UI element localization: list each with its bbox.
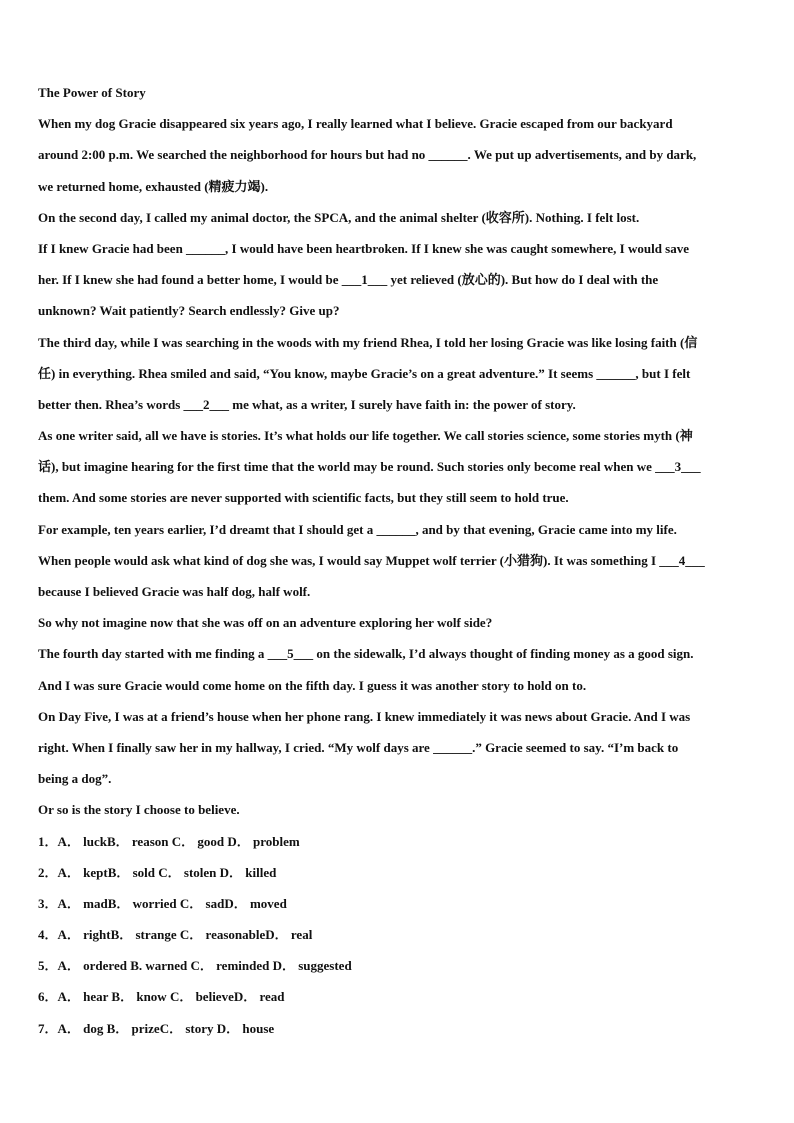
- document-body: [38, 77, 758, 1044]
- passage-line: So why not imagine now that she was off on an adventure exploring her wolf side?: [38, 615, 493, 631]
- passage-line: On the second day, I called my animal doctor, the SPCA, and the animal shelter (收容所). Nothing. I felt lost.: [38, 209, 640, 225]
- passage-line: If I knew Gracie had been ______, I would have been heartbroken. If I knew she was caught somewhere, I would save: [38, 240, 690, 256]
- document-title: The Power of Story: [38, 85, 146, 100]
- question-item: 6．A． hear B． know C． believeD． read: [38, 989, 285, 1005]
- passage-line: The fourth day started with me finding a ___5___ on the sidewalk, I’d always thought of finding money as a good sign.: [38, 646, 694, 662]
- passage-line: The third day, while I was searching in the woods with my friend Rhea, I told her losing Gracie was like losing faith (信: [38, 334, 698, 350]
- passage: [38, 108, 758, 825]
- question-item: 5．A． ordered B. warned C． reminded D． suggested: [38, 958, 352, 974]
- passage-line: we returned home, exhausted (精疲力竭).: [38, 178, 269, 194]
- question-item: 4．A． rightB． strange C． reasonableD． real: [38, 927, 313, 943]
- question-list: [38, 826, 758, 1044]
- passage-line: because I believed Gracie was half dog, half wolf.: [38, 584, 311, 599]
- passage-line: As one writer said, all we have is stories. It’s what holds our life together. We call stories science, some stories myth (神: [38, 428, 693, 444]
- passage-line: For example, ten years earlier, I’d dreamt that I should get a ______, and by that evening, Gracie came into my life.: [38, 521, 677, 537]
- passage-line: Or so is the story I choose to believe.: [38, 802, 240, 818]
- passage-line: around 2:00 p.m. We searched the neighborhood for hours but had no ______. We put up advertisements, and by dark,: [38, 147, 697, 163]
- passage-line: On Day Five, I was at a friend’s house when her phone rang. I knew immediately it was news about Gracie. And I was: [38, 708, 691, 724]
- question-item: 7．A． dog B． prizeC． story D． house: [38, 1020, 275, 1036]
- question-item: 2．A． keptB． sold C． stolen D． killed: [38, 864, 277, 880]
- passage-line: When my dog Gracie disappeared six years ago, I really learned what I believe. Gracie escaped from our backyard: [38, 116, 673, 132]
- passage-line: being a dog”.: [38, 771, 112, 787]
- question-item: 1．A． luckB． reason C． good D． problem: [38, 833, 300, 849]
- question-item: 3．A． madB． worried C． sadD． moved: [38, 895, 287, 911]
- passage-line: 任) in everything. Rhea smiled and said, “You know, maybe Gracie’s on a great adventure.” It seems ______, but I felt: [38, 365, 691, 381]
- passage-line: them. And some stories are never supported with scientific facts, but they still seem to hold true.: [38, 490, 569, 506]
- passage-line: better then. Rhea’s words ___2___ me what, as a writer, I surely have faith in: the power of story.: [38, 396, 576, 412]
- passage-line: unknown? Wait patiently? Search endlessly? Give up?: [38, 303, 340, 319]
- passage-line: And I was sure Gracie would come home on the fifth day. I guess it was another story to hold on to.: [38, 677, 587, 693]
- passage-line: right. When I finally saw her in my hallway, I cried. “My wolf days are ______.” Gracie seemed to say. “I’m back to: [38, 739, 679, 755]
- passage-line: 话), but imagine hearing for the first time that the world may be round. Such stories only become real when we ___3___: [38, 459, 701, 475]
- passage-line: When people would ask what kind of dog she was, I would say Muppet wolf terrier (小猎狗). It was something I ___4___: [38, 552, 705, 568]
- passage-line: her. If I knew she had found a better home, I would be ___1___ yet relieved (放心的). But how do I deal with the: [38, 272, 659, 288]
